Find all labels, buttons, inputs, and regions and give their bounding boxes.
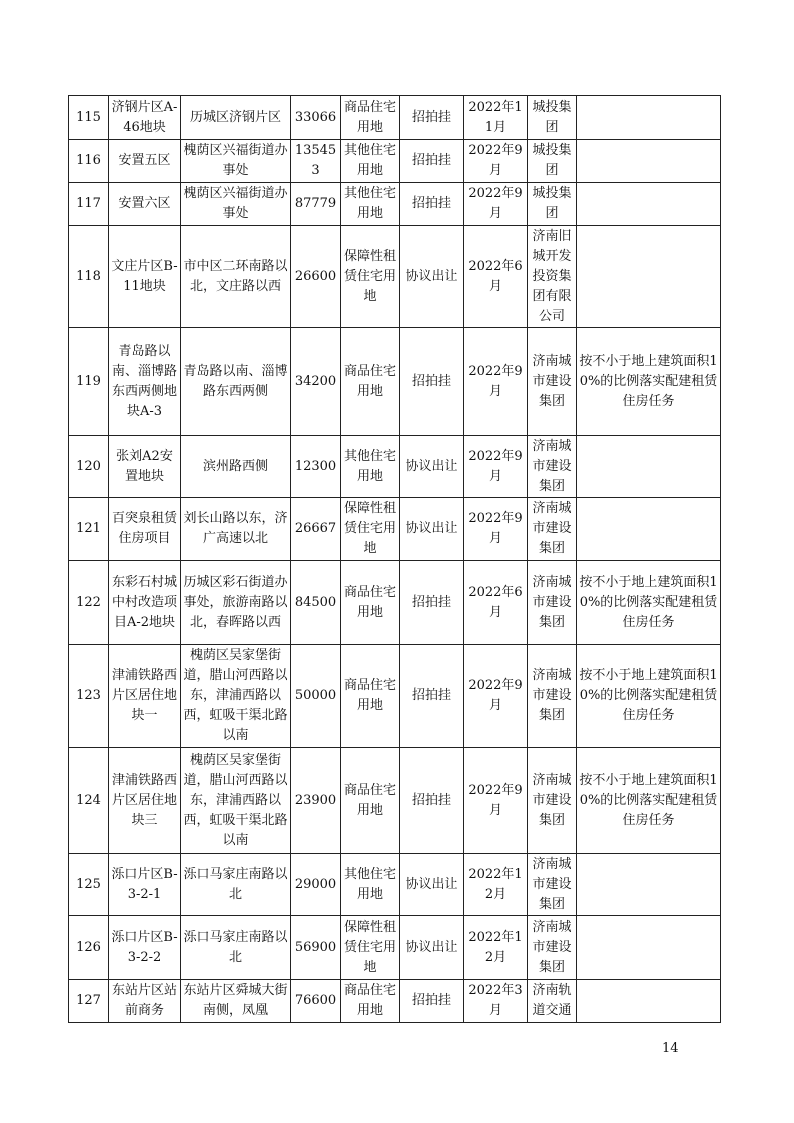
supply-method: 招拍挂 (400, 328, 464, 436)
parcel-name: 东彩石村城中村改造项目A-2地块 (109, 561, 181, 645)
parcel-location: 滨州路西侧 (181, 436, 291, 498)
land-use: 商品住宅用地 (341, 561, 400, 645)
remark: 按不小于地上建筑面积10%的比例落实配建租赁住房任务 (577, 645, 721, 748)
parcel-name: 济钢片区A-46地块 (109, 96, 181, 140)
table-row (69, 436, 721, 498)
parcel-name: 安置五区 (109, 140, 181, 183)
remark (577, 916, 721, 980)
parcel-name: 东站片区站前商务 (109, 980, 181, 1023)
parcel-name: 津浦铁路西片区居住地块三 (109, 748, 181, 854)
owner: 济南城市建设集团 (528, 436, 577, 498)
supply-method: 协议出让 (400, 916, 464, 980)
supply-method: 招拍挂 (400, 140, 464, 183)
parcel-area: 34200 (291, 328, 341, 436)
parcel-location: 槐荫区兴福街道办事处 (181, 183, 291, 226)
supply-method: 招拍挂 (400, 748, 464, 854)
parcel-location: 槐荫区吴家堡街道，腊山河西路以东，津浦西路以西，虹吸干渠北路以南 (181, 645, 291, 748)
parcel-area: 23900 (291, 748, 341, 854)
supply-time: 2022年12月 (464, 854, 528, 916)
land-use: 保障性租赁住宅用地 (341, 226, 400, 328)
parcel-location: 东站片区舜城大街南侧，凤凰 (181, 980, 291, 1023)
table-row (69, 980, 721, 1023)
parcel-location: 刘长山路以东，济广高速以北 (181, 498, 291, 561)
owner: 济南城市建设集团 (528, 561, 577, 645)
land-use: 商品住宅用地 (341, 645, 400, 748)
parcel-area: 26667 (291, 498, 341, 561)
row-number: 116 (69, 140, 109, 183)
supply-time: 2022年6月 (464, 561, 528, 645)
parcel-name: 青岛路以南、淄博路东西两侧地块A-3 (109, 328, 181, 436)
remark (577, 436, 721, 498)
supply-time: 2022年9月 (464, 328, 528, 436)
row-number: 122 (69, 561, 109, 645)
supply-method: 协议出让 (400, 436, 464, 498)
land-use: 保障性租赁住宅用地 (341, 916, 400, 980)
parcel-area: 84500 (291, 561, 341, 645)
parcel-name: 泺口片区B-3-2-1 (109, 854, 181, 916)
land-table (68, 95, 721, 1023)
land-use: 其他住宅用地 (341, 140, 400, 183)
parcel-area: 135453 (291, 140, 341, 183)
remark (577, 183, 721, 226)
table-row (69, 916, 721, 980)
parcel-name: 张刘A2安置地块 (109, 436, 181, 498)
land-use: 其他住宅用地 (341, 436, 400, 498)
owner: 济南城市建设集团 (528, 854, 577, 916)
supply-method: 协议出让 (400, 498, 464, 561)
owner: 济南城市建设集团 (528, 498, 577, 561)
remark (577, 96, 721, 140)
table-row (69, 748, 721, 854)
remark: 按不小于地上建筑面积10%的比例落实配建租赁住房任务 (577, 748, 721, 854)
row-number: 125 (69, 854, 109, 916)
table-row (69, 561, 721, 645)
row-number: 121 (69, 498, 109, 561)
parcel-location: 市中区二环南路以北，文庄路以西 (181, 226, 291, 328)
parcel-location: 泺口马家庄南路以北 (181, 854, 291, 916)
parcel-area: 12300 (291, 436, 341, 498)
owner: 城投集团 (528, 183, 577, 226)
row-number: 118 (69, 226, 109, 328)
supply-time: 2022年12月 (464, 916, 528, 980)
remark (577, 226, 721, 328)
table-row (69, 96, 721, 140)
parcel-area: 29000 (291, 854, 341, 916)
row-number: 117 (69, 183, 109, 226)
land-use: 商品住宅用地 (341, 748, 400, 854)
supply-time: 2022年6月 (464, 226, 528, 328)
table-row (69, 498, 721, 561)
parcel-area: 26600 (291, 226, 341, 328)
parcel-location: 历城区彩石街道办事处，旅游南路以北，春晖路以西 (181, 561, 291, 645)
owner: 城投集团 (528, 96, 577, 140)
parcel-area: 33066 (291, 96, 341, 140)
row-number: 123 (69, 645, 109, 748)
parcel-name: 泺口片区B-3-2-2 (109, 916, 181, 980)
parcel-area: 56900 (291, 916, 341, 980)
owner: 济南轨道交通 (528, 980, 577, 1023)
row-number: 119 (69, 328, 109, 436)
parcel-area: 50000 (291, 645, 341, 748)
land-use: 其他住宅用地 (341, 183, 400, 226)
table-row (69, 226, 721, 328)
parcel-location: 青岛路以南、淄博路东西两侧 (181, 328, 291, 436)
row-number: 126 (69, 916, 109, 980)
row-number: 120 (69, 436, 109, 498)
remark (577, 140, 721, 183)
row-number: 124 (69, 748, 109, 854)
table-row (69, 328, 721, 436)
parcel-location: 槐荫区兴福街道办事处 (181, 140, 291, 183)
owner: 城投集团 (528, 140, 577, 183)
remark: 按不小于地上建筑面积10%的比例落实配建租赁住房任务 (577, 328, 721, 436)
supply-method: 招拍挂 (400, 980, 464, 1023)
supply-time: 2022年3月 (464, 980, 528, 1023)
parcel-name: 安置六区 (109, 183, 181, 226)
land-use: 保障性租赁住宅用地 (341, 498, 400, 561)
parcel-name: 津浦铁路西片区居住地块一 (109, 645, 181, 748)
table-row (69, 183, 721, 226)
land-use: 其他住宅用地 (341, 854, 400, 916)
supply-time: 2022年11月 (464, 96, 528, 140)
land-use: 商品住宅用地 (341, 96, 400, 140)
table-row (69, 645, 721, 748)
supply-method: 招拍挂 (400, 183, 464, 226)
remark (577, 980, 721, 1023)
supply-method: 招拍挂 (400, 561, 464, 645)
remark: 按不小于地上建筑面积10%的比例落实配建租赁住房任务 (577, 561, 721, 645)
land-use: 商品住宅用地 (341, 980, 400, 1023)
parcel-location: 槐荫区吴家堡街道，腊山河西路以东，津浦西路以西，虹吸干渠北路以南 (181, 748, 291, 854)
supply-time: 2022年9月 (464, 140, 528, 183)
owner: 济南旧城开发投资集团有限公司 (528, 226, 577, 328)
owner: 济南城市建设集团 (528, 328, 577, 436)
owner: 济南城市建设集团 (528, 748, 577, 854)
parcel-location: 历城区济钢片区 (181, 96, 291, 140)
supply-time: 2022年9月 (464, 436, 528, 498)
remark (577, 498, 721, 561)
owner: 济南城市建设集团 (528, 916, 577, 980)
row-number: 127 (69, 980, 109, 1023)
table-row (69, 140, 721, 183)
remark (577, 854, 721, 916)
supply-time: 2022年9月 (464, 748, 528, 854)
supply-method: 招拍挂 (400, 96, 464, 140)
parcel-name: 文庄片区B-11地块 (109, 226, 181, 328)
supply-method: 协议出让 (400, 226, 464, 328)
supply-method: 协议出让 (400, 854, 464, 916)
row-number: 115 (69, 96, 109, 140)
page-number: 14 (662, 1041, 679, 1056)
table-row (69, 854, 721, 916)
parcel-name: 百突泉租赁住房项目 (109, 498, 181, 561)
supply-time: 2022年9月 (464, 183, 528, 226)
parcel-area: 87779 (291, 183, 341, 226)
supply-time: 2022年9月 (464, 498, 528, 561)
parcel-area: 76600 (291, 980, 341, 1023)
supply-method: 招拍挂 (400, 645, 464, 748)
parcel-location: 泺口马家庄南路以北 (181, 916, 291, 980)
land-use: 商品住宅用地 (341, 328, 400, 436)
owner: 济南城市建设集团 (528, 645, 577, 748)
supply-time: 2022年9月 (464, 645, 528, 748)
